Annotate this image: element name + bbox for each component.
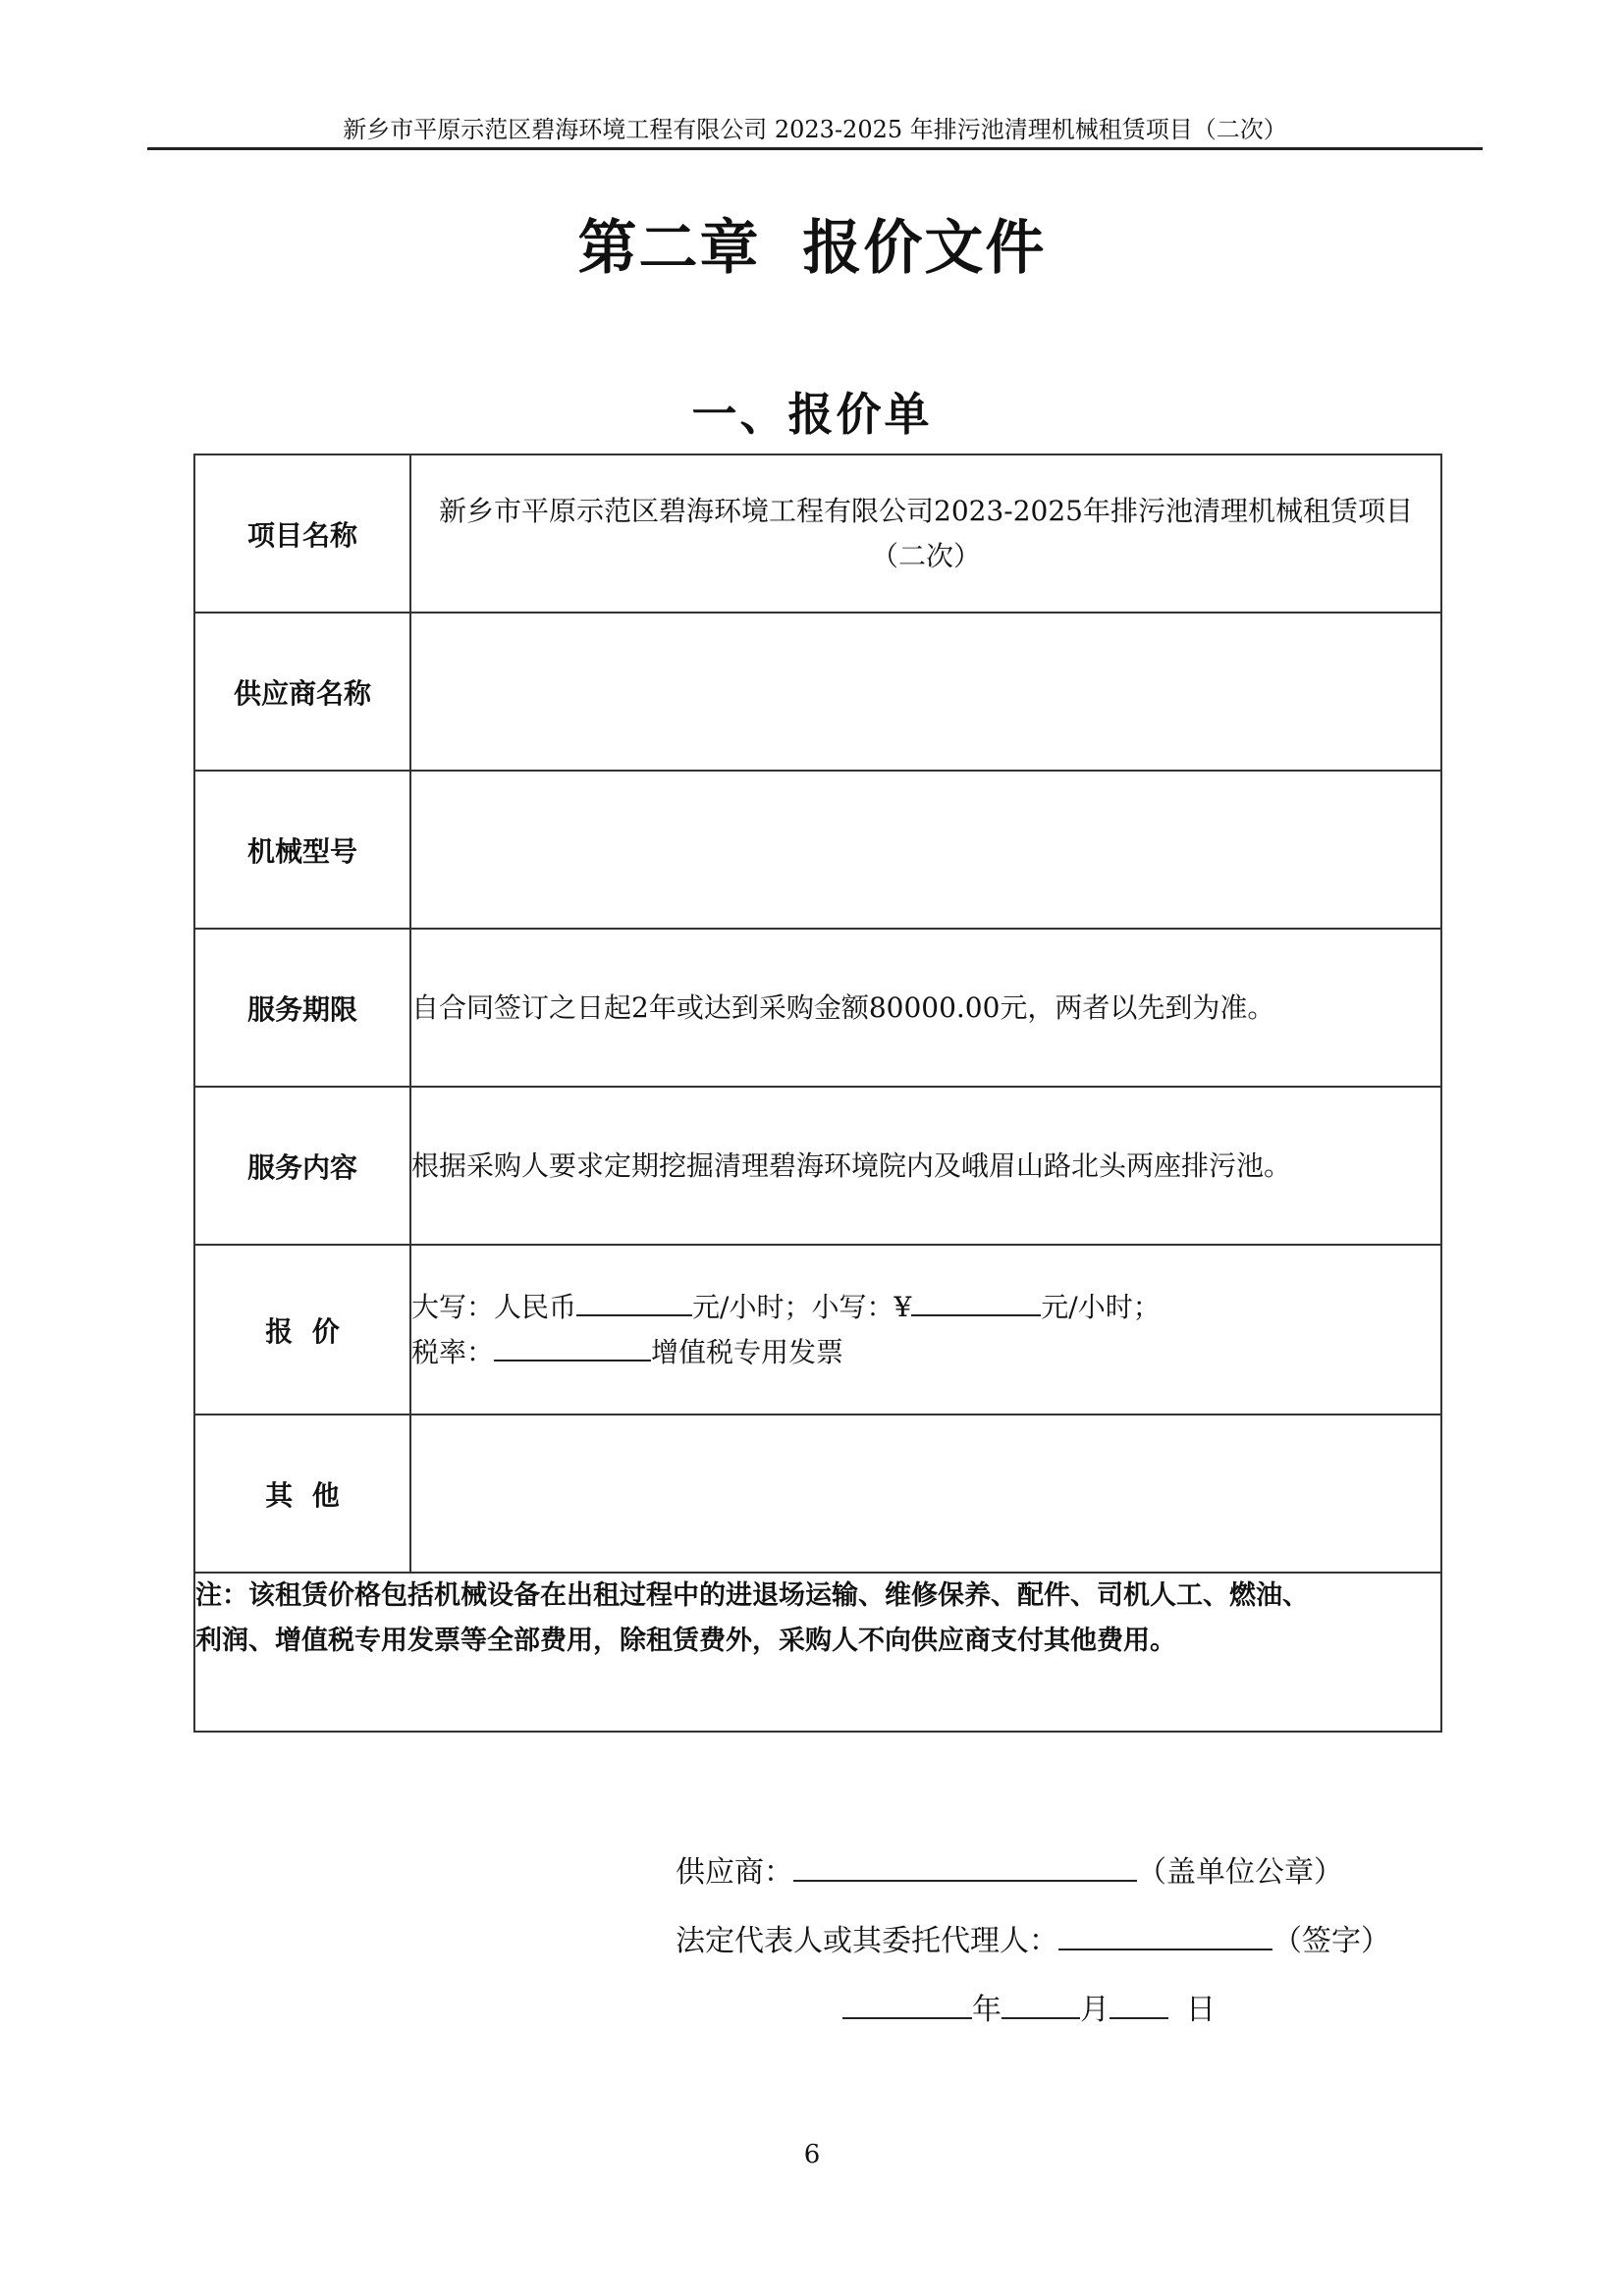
machine-model-field[interactable] [410, 771, 1441, 929]
uppercase-amount-blank[interactable] [576, 1285, 692, 1316]
row-project-name [194, 454, 1441, 613]
other-label: 其 他 [194, 1415, 410, 1573]
month-label: 月 [1080, 1993, 1110, 2027]
supplier-name-label: 供应商名称 [194, 613, 410, 771]
header-divider [147, 147, 1483, 150]
service-period-value: 自合同签订之日起2年或达到采购金额80000.00元，两者以先到为准。 [410, 929, 1441, 1087]
running-header: 新乡市平原示范区碧海环境工程有限公司 2023-2025 年排污池清理机械租赁项目（二次） [343, 116, 1287, 143]
quote-table [193, 454, 1442, 1733]
service-content-label: 服务内容 [194, 1087, 410, 1245]
date-line [842, 1985, 1216, 2028]
project-name-value [410, 454, 1441, 613]
tax-rate-label: 税率： [411, 1335, 495, 1368]
page-number: 6 [803, 2140, 821, 2169]
supplier-blank[interactable] [793, 1850, 1137, 1882]
day-blank[interactable] [1110, 1988, 1168, 2019]
row-service-content [194, 1087, 1441, 1245]
year-label: 年 [972, 1993, 1001, 2027]
sign-note: （签字） [1272, 1924, 1390, 1958]
month-blank[interactable] [1001, 1988, 1080, 2019]
day-label: 日 [1186, 1993, 1216, 2027]
quote-price-line [411, 1285, 1440, 1330]
note-cell [194, 1573, 1441, 1732]
note-line-1: 注：该租赁价格包括机械设备在出租过程中的进退场运输、维修保养、配件、司机人工、燃油、 [195, 1580, 1309, 1611]
project-name-line2: （二次） [870, 539, 981, 572]
machine-model-label: 机械型号 [194, 771, 410, 929]
tax-rate-blank[interactable] [494, 1330, 651, 1362]
representative-label: 法定代表人或其委托代理人： [676, 1924, 1058, 1958]
representative-blank[interactable] [1058, 1919, 1272, 1950]
unit-label-2: 元/小时； [1041, 1290, 1161, 1323]
note-line-2: 利润、增值税专用发票等全部费用，除租赁费外，采购人不向供应商支付其他费用。 [195, 1626, 1176, 1656]
supplier-label: 供应商： [676, 1855, 793, 1890]
invoice-type: 增值税专用发票 [651, 1335, 844, 1368]
row-service-period [194, 929, 1441, 1087]
representative-signature-line [676, 1916, 1390, 1959]
year-blank[interactable] [842, 1988, 972, 2019]
supplier-signature-line [676, 1847, 1343, 1891]
row-supplier-name [194, 613, 1441, 771]
row-note [194, 1573, 1441, 1732]
chapter-title: 第二章 报价文件 [577, 214, 1047, 283]
service-period-label: 服务期限 [194, 929, 410, 1087]
row-other [194, 1415, 1441, 1573]
quote-tax-line [411, 1330, 1440, 1375]
section-title: 一、报价单 [691, 388, 933, 441]
other-field[interactable] [410, 1415, 1441, 1573]
row-machine-model [194, 771, 1441, 929]
service-content-value: 根据采购人要求定期挖掘清理碧海环境院内及峨眉山路北头两座排污池。 [410, 1087, 1441, 1245]
uppercase-amount-label: 大写：人民币 [411, 1290, 577, 1323]
supplier-name-field[interactable] [410, 613, 1441, 771]
seal-note: （盖单位公章） [1137, 1855, 1343, 1890]
lowercase-amount-blank[interactable] [911, 1285, 1041, 1316]
project-name-line1: 新乡市平原示范区碧海环境工程有限公司2023-2025年排污池清理机械租赁项目 [439, 494, 1413, 527]
unit-label-1: 元/小时；小写：¥ [692, 1290, 912, 1323]
project-name-label: 项目名称 [194, 454, 410, 613]
row-quote [194, 1245, 1441, 1415]
quote-value [410, 1245, 1441, 1415]
quote-label: 报 价 [194, 1245, 410, 1415]
